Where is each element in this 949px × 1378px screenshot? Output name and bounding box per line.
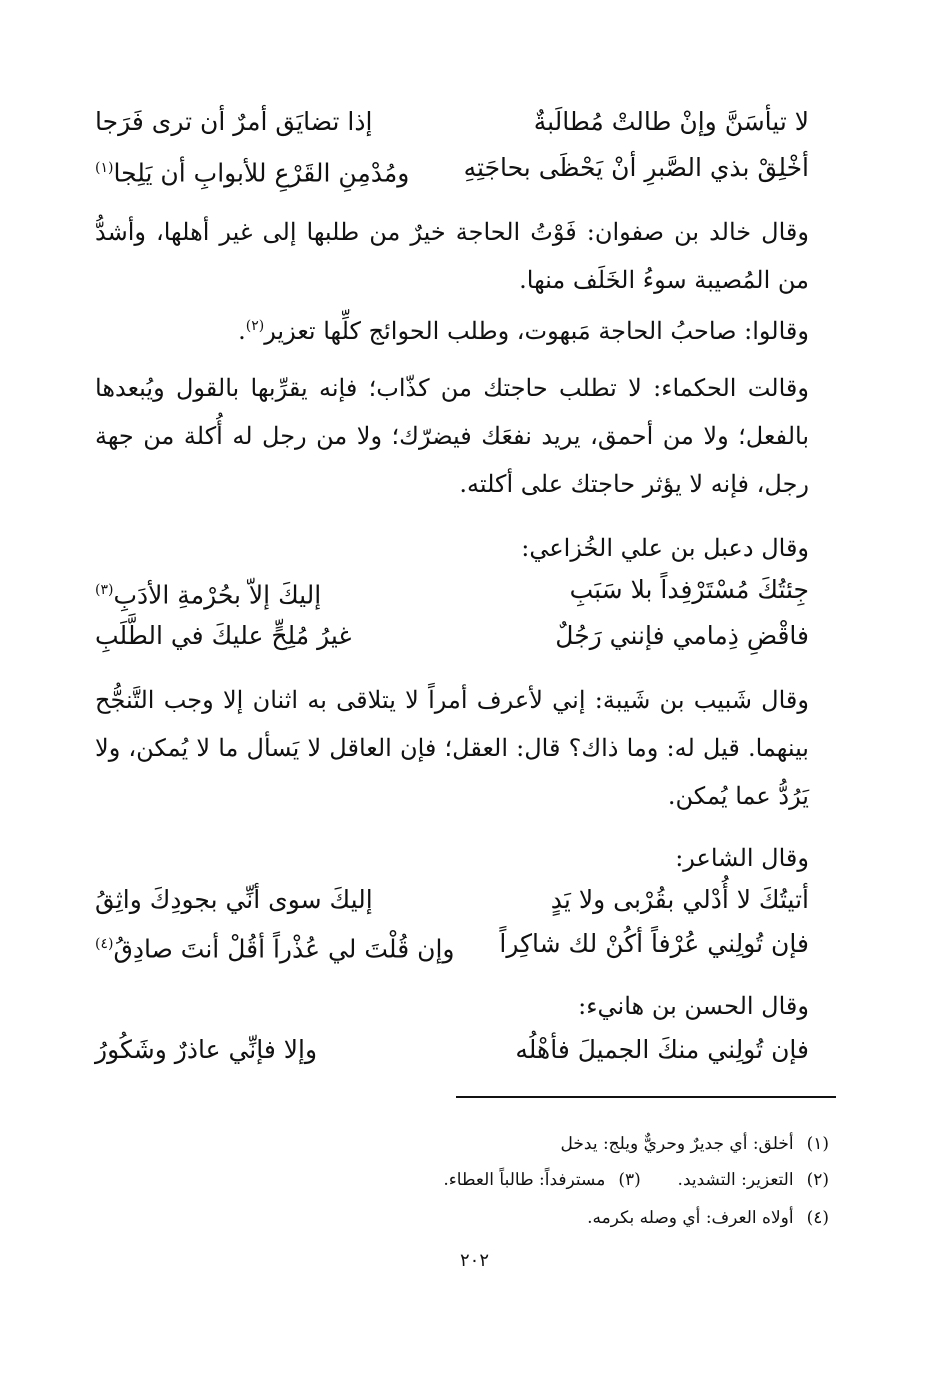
footnote-divider bbox=[456, 1096, 836, 1098]
footnote-number: (٢) bbox=[806, 1170, 829, 1190]
verse-second-hemistich bbox=[95, 568, 321, 617]
footnote-marker: (٣) bbox=[95, 582, 114, 598]
footnote-4 bbox=[587, 1206, 829, 1230]
verse-first-hemistich: فاقْضِ ذِمامي فإنني رَجُلٌ bbox=[555, 621, 809, 650]
verse-second-hemistich bbox=[95, 922, 454, 971]
verse-first-hemistich: جِئتُكَ مُسْتَرْفِداً بلا سَبَبِ bbox=[569, 575, 809, 604]
verse-second-hemistich bbox=[95, 146, 409, 195]
verse-line bbox=[95, 568, 809, 612]
footnote-marker: (٤) bbox=[95, 936, 114, 952]
footnote-marker: (٢) bbox=[245, 318, 265, 334]
verse-line bbox=[95, 146, 809, 190]
paragraph-text: وقالوا: صاحبُ الحاجة مَبهوت، وطلب الحوائج كلِّها تعزير bbox=[264, 317, 809, 345]
paragraph-end: . bbox=[238, 317, 246, 345]
verse-line bbox=[95, 1028, 809, 1072]
verse-second-hemistich: إليكَ سوى أنِّي بجودِكَ واثِقُ bbox=[95, 885, 373, 914]
verse-line bbox=[95, 100, 809, 144]
footnote-text: مسترفداً: طالباً العطاء. bbox=[443, 1170, 606, 1190]
verse-first-hemistich: فإن تُولِني منكَ الجميلَ فأهْلُه bbox=[515, 1035, 809, 1064]
paragraph-shabib: وقال شَبيب بن شَيبة: إني لأعرف أمراً لا يتلاقى به اثنان إلا وجب التَّنجُّح بينهما. قيل له: وما ذاك؟ قال: العقل؛ فإن العاقل لا يَسأل ما لا يُمكن، ولا يَرُدُّ عما يُمكن. bbox=[95, 686, 809, 810]
footnote-text: أخلق: أي جديرٌ وحريٌّ ويلج: يدخل bbox=[560, 1134, 794, 1154]
verse-second-hemistich: غيرُ مُلِحٍّ عليكَ في الطَّلَبِ bbox=[95, 621, 352, 650]
verse-first-hemistich: لا تيأسَنَّ وإنْ طالتْ مُطالَبةٌ bbox=[533, 107, 809, 136]
verse-line bbox=[95, 614, 809, 658]
footnote-text: أولاه العرف: أي وصله بكرمه. bbox=[587, 1208, 794, 1228]
verse-second-hemistich: وإلا فإنِّي عاذرٌ وشَكُورُ bbox=[95, 1035, 318, 1064]
verse-first-hemistich: فإن تُولِني عُرْفاً أكُنْ لك شاكِراً bbox=[499, 929, 809, 958]
verse-line bbox=[95, 878, 809, 922]
footnote-number: (٤) bbox=[806, 1208, 829, 1228]
paragraph-hukama: وقالت الحكماء: لا تطلب حاجتك من كذّاب؛ فإنه يقرِّبها بالقول ويُبعدها بالفعل؛ ولا من أحمق، يريد نفعَك فيضرّك؛ ولا من رجل له أُكلة من جهة رجل، فإنه لا يؤثر حاجتك على أكلته. bbox=[95, 374, 809, 498]
verse-text: إليكَ إلاّ بحُرْمةِ الأدَبِ bbox=[113, 580, 322, 610]
footnote-number: (٣) bbox=[618, 1170, 641, 1190]
paragraph-qalu bbox=[95, 302, 809, 355]
verse-text: وإن قُلْتَ لي عُذْراً أقُلْ أنتَ صادِقُ bbox=[113, 934, 455, 964]
footnote-marker: (١) bbox=[95, 160, 114, 176]
verse-first-hemistich: أتيتُكَ لا أُدْلي بقُرْبى ولا يَدٍ bbox=[550, 885, 809, 914]
page-number: ٢٠٢ bbox=[459, 1250, 489, 1271]
verse-text: ومُدْمِنِ القَرْعِ للأبوابِ أن يَلِجا bbox=[113, 158, 410, 188]
footnote-1 bbox=[561, 1132, 829, 1156]
verse-second-hemistich: إذا تضايَق أمرٌ أن ترى فَرَجا bbox=[95, 107, 373, 136]
verse-first-hemistich: أخْلِقْ بذي الصَّبرِ أنْ يَحْظَى بحاجَتِهِ bbox=[463, 153, 809, 182]
footnote-number: (١) bbox=[806, 1134, 829, 1154]
intro-shaer: وقال الشاعر: bbox=[675, 844, 809, 872]
verse-line bbox=[95, 922, 809, 966]
paragraph-khalid: وقال خالد بن صفوان: فَوْتُ الحاجة خيرٌ من طلبها إلى غير أهلها، وأشدُّ من المُصيبة سوءُ الخَلَف منها. bbox=[95, 218, 809, 294]
intro-hasan: وقال الحسن بن هانيء: bbox=[578, 992, 809, 1020]
footnote-2-3 bbox=[443, 1168, 829, 1192]
footnote-text: التعزير: التشديد. bbox=[677, 1170, 794, 1190]
intro-dibil: وقال دعبل بن علي الخُزاعي: bbox=[521, 534, 809, 562]
